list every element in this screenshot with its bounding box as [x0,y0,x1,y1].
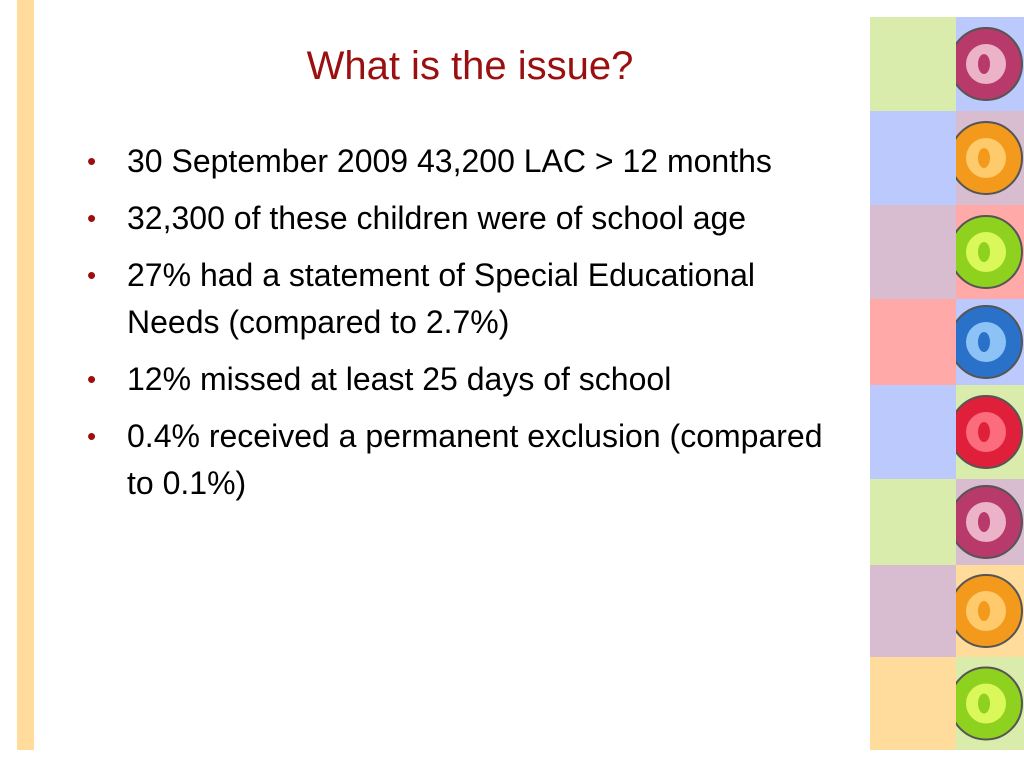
orange-slice-icon [956,111,1024,205]
color-block [870,385,956,479]
bullet-text: 32,300 of these children were of school age [127,200,747,236]
apple-slice-icon [956,17,1024,111]
color-block [870,205,956,299]
red-orange-icon [956,385,1024,479]
decorative-fruit-column [870,17,1024,750]
bullet-text: 0.4% received a permanent exclusion (compared to 0.1%) [127,418,823,501]
bullet-dot-icon: • [87,421,97,451]
apple-slice-icon [956,479,1024,565]
color-block [870,565,956,657]
bullet-item [82,138,842,185]
bullet-dot-icon: • [87,364,97,394]
bullet-dot-icon: • [87,203,97,233]
bullet-text: 30 September 2009 43,200 LAC > 12 months [127,143,772,179]
blue-apple-icon [956,299,1024,385]
bullet-dot-icon: • [87,146,97,176]
slide-title: What is the issue? [306,44,634,88]
color-block [870,479,956,565]
color-block [870,17,956,111]
bullet-item [82,356,842,403]
bullet-item [82,413,842,507]
green-apple-icon [956,205,1024,299]
orange-slice-icon [956,565,1024,657]
left-accent-strip [17,0,34,750]
bullet-text: 27% had a statement of Special Educational Needs (compared to 2.7%) [127,257,755,340]
green-apple-icon [956,657,1024,750]
color-block [870,657,956,750]
bullet-list [82,138,842,517]
bullet-item [82,252,842,346]
bullet-item [82,195,842,242]
color-block [870,111,956,205]
bullet-dot-icon: • [87,260,97,290]
color-block [870,299,956,385]
bullet-text: 12% missed at least 25 days of school [127,361,672,397]
